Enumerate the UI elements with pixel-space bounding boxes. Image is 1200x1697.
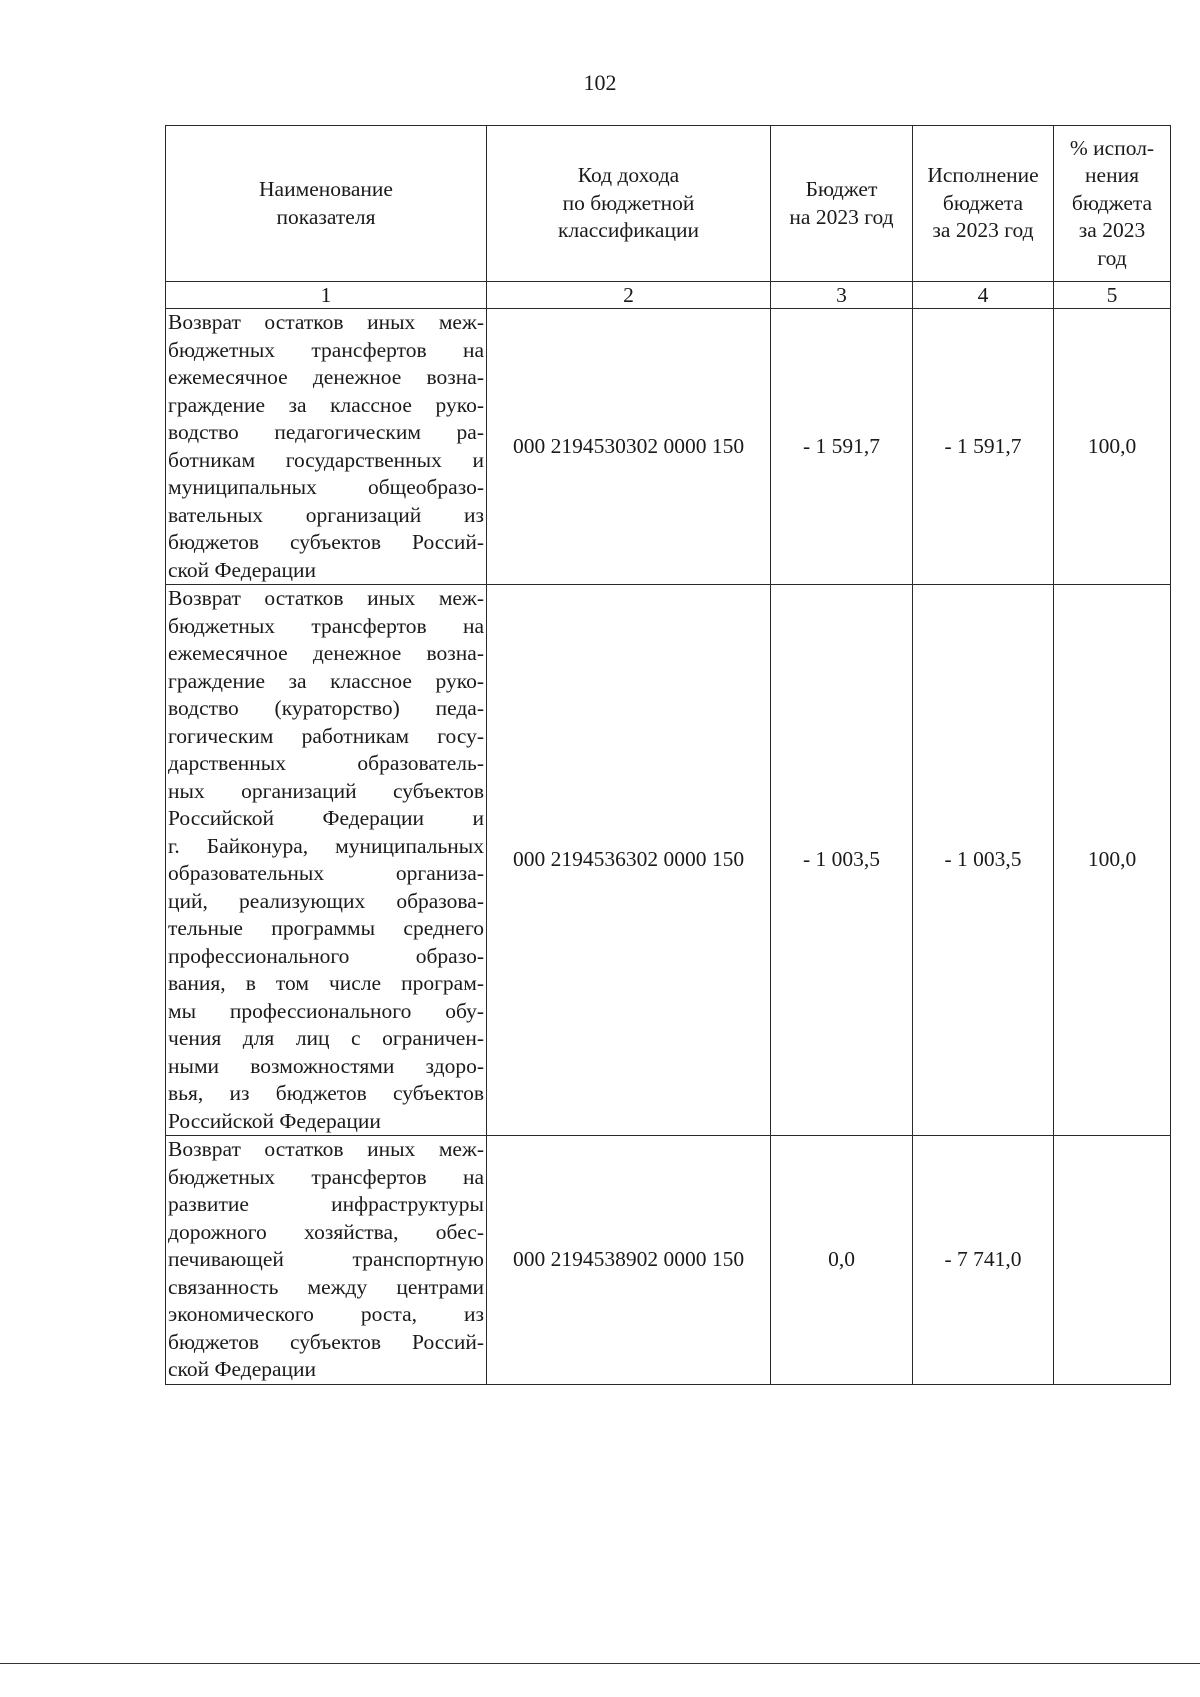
indicator-name-line: Возврат остатков иных меж- — [168, 586, 484, 610]
indicator-name-line: чения для лиц с ограничен- — [168, 1026, 484, 1050]
indicator-name-line: связанность между центрами — [168, 1274, 484, 1299]
header-income-code: Код дохода по бюджетной классификации — [487, 126, 771, 282]
income-code-cell: 000 2194536302 0000 150 — [487, 585, 771, 1136]
indicator-name-line: бюджетов субъектов Россий- — [168, 530, 484, 554]
budget-cell: 0,0 — [771, 1136, 913, 1385]
header-indicator-name: Наименование показателя — [166, 126, 487, 282]
indicator-name-line: вья, из бюджетов субъектов — [168, 1081, 484, 1105]
indicator-name-line: ций, реализующих образова- — [168, 888, 484, 913]
indicator-name-line: муниципальных общеобразо- — [168, 475, 484, 499]
column-number-row — [166, 282, 1171, 309]
column-number-2: 2 — [487, 282, 771, 309]
indicator-name-line: бюджетных трансфертов на — [168, 1164, 484, 1189]
indicator-name-cell — [166, 1136, 487, 1385]
indicator-name-line: дорожного хозяйства, обес- — [168, 1219, 484, 1244]
indicator-name-line: Возврат остатков иных меж- — [168, 1137, 484, 1161]
page-bottom-rule — [0, 1663, 1200, 1664]
indicator-name-cell — [166, 585, 487, 1136]
indicator-name-line: вания, в том числе програм- — [168, 971, 484, 995]
execution-percent-cell: 100,0 — [1054, 309, 1171, 585]
indicator-name-line: г. Байконура, муниципальных — [168, 833, 484, 858]
budget-cell: - 1 003,5 — [771, 585, 913, 1136]
indicator-name-line: ными возможностями здоро- — [168, 1053, 484, 1078]
indicator-name-line: гогическим работникам госу- — [168, 723, 484, 748]
execution-percent-cell — [1054, 1136, 1171, 1385]
table-row — [166, 1136, 1171, 1385]
header-execution-percent: % испол- нения бюджета за 2023 год — [1054, 126, 1171, 282]
income-code-cell: 000 2194538902 0000 150 — [487, 1136, 771, 1385]
table-row — [166, 585, 1171, 1136]
indicator-name-line: ской Федерации — [168, 1357, 317, 1381]
indicator-name-line: ской Федерации — [168, 557, 317, 582]
indicator-name-line: образовательных организа- — [168, 861, 484, 885]
header-budget-2023: Бюджет на 2023 год — [771, 126, 913, 282]
indicator-name-line: ботникам государственных и — [168, 447, 484, 472]
indicator-name-line: экономического роста, из — [168, 1302, 484, 1326]
indicator-name-line: мы профессионального обу- — [168, 998, 484, 1023]
execution-percent-cell: 100,0 — [1054, 585, 1171, 1136]
execution-cell: - 1 591,7 — [913, 309, 1054, 585]
table-row — [166, 309, 1171, 585]
header-execution-2023: Исполнение бюджета за 2023 год — [913, 126, 1054, 282]
indicator-name-line: ежемесячное денежное возна- — [168, 641, 484, 665]
indicator-name-line: Российской Федерации и — [168, 806, 484, 830]
column-number-3: 3 — [771, 282, 913, 309]
budget-execution-table — [165, 125, 1171, 1385]
budget-cell: - 1 591,7 — [771, 309, 913, 585]
column-number-1: 1 — [166, 282, 487, 309]
indicator-name-line: ных организаций субъектов — [168, 778, 484, 803]
indicator-name-line: дарственных образователь- — [168, 751, 484, 775]
indicator-name-line: граждение за классное руко- — [168, 668, 484, 693]
indicator-name-cell — [166, 309, 487, 585]
table-header-row — [166, 126, 1171, 282]
indicator-name-line: печивающей транспортную — [168, 1247, 484, 1271]
indicator-name-line: водство (кураторство) педа- — [168, 696, 484, 720]
table-body — [166, 309, 1171, 1385]
indicator-name-line: ежемесячное денежное возна- — [168, 365, 484, 389]
indicator-name-line: развитие инфраструктуры — [168, 1192, 484, 1216]
execution-cell: - 7 741,0 — [913, 1136, 1054, 1385]
column-number-5: 5 — [1054, 282, 1171, 309]
indicator-name-line: тельные программы среднего — [168, 916, 484, 940]
indicator-name-line: бюджетных трансфертов на — [168, 613, 484, 638]
income-code-cell: 000 2194530302 0000 150 — [487, 309, 771, 585]
indicator-name-line: профессионального образо- — [168, 943, 484, 968]
indicator-name-line: Российской Федерации — [168, 1108, 381, 1133]
page-number: 102 — [583, 70, 617, 95]
indicator-name-line: водство педагогическим ра- — [168, 420, 484, 444]
indicator-name-line: бюджетных трансфертов на — [168, 337, 484, 362]
indicator-name-line: бюджетов субъектов Россий- — [168, 1329, 484, 1354]
indicator-name-line: вательных организаций из — [168, 502, 484, 527]
indicator-name-line: граждение за классное руко- — [168, 392, 484, 417]
column-number-4: 4 — [913, 282, 1054, 309]
indicator-name-line: Возврат остатков иных меж- — [168, 310, 484, 334]
execution-cell: - 1 003,5 — [913, 585, 1054, 1136]
